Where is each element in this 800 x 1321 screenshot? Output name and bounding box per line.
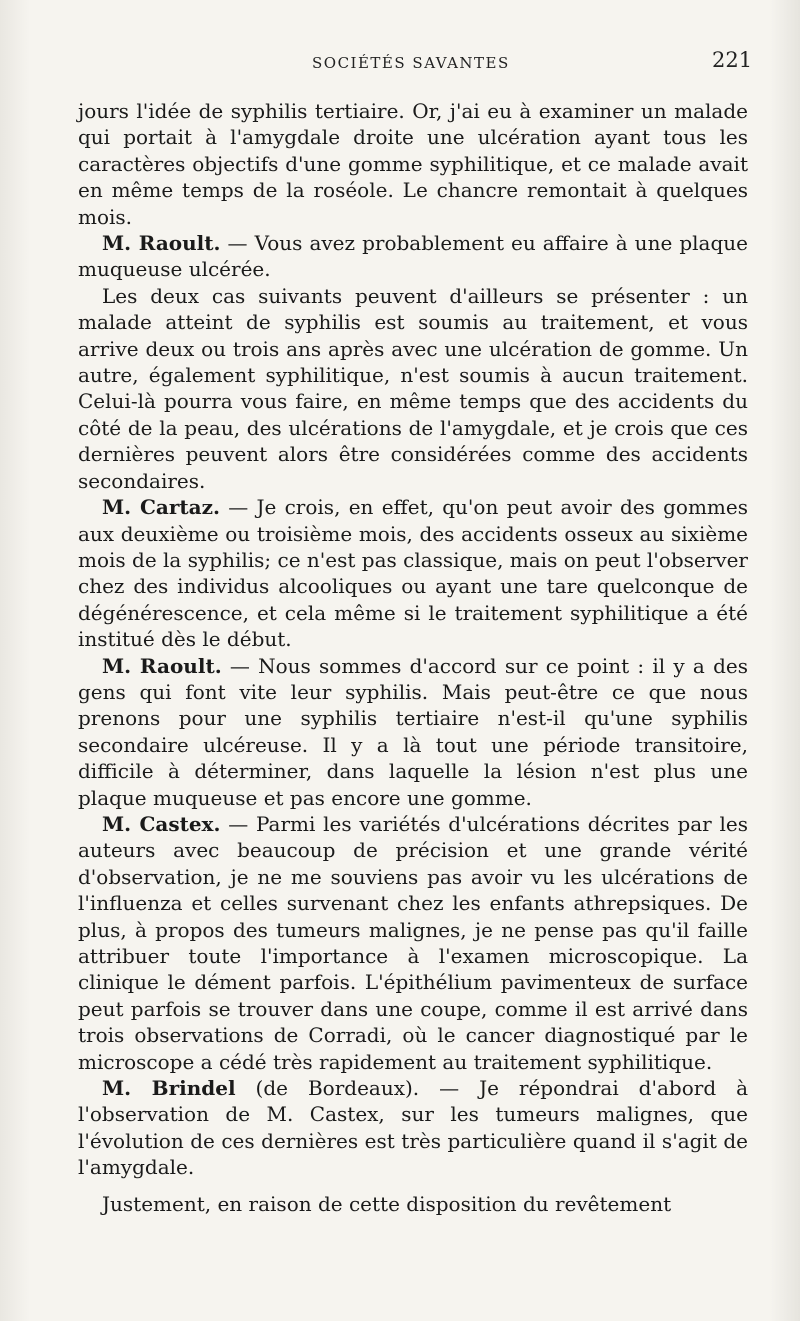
paragraph-6 <box>78 811 748 1075</box>
page-number: 221 <box>712 48 753 72</box>
paragraph-2 <box>78 230 748 283</box>
speaker-name: M. Cartaz. <box>102 495 220 520</box>
paragraph-7-text: (de Bordeaux). — Je répondrai d'abord à l'observation de M. Castex, sur les tumeurs malignes, que l'évolution de ces dernières est très particulière quand il s'agit de l'amygdale. <box>78 1076 749 1180</box>
paragraph-5 <box>78 653 748 811</box>
speaker-name: M. Raoult. <box>102 653 222 678</box>
speaker-name: M. Castex. <box>102 811 221 836</box>
body-text <box>78 98 748 1217</box>
paragraph-1 <box>78 98 748 230</box>
paragraph-3 <box>78 283 748 494</box>
paragraph-2-text: — Vous avez probablement eu affaire à une plaque muqueuse ulcérée. <box>78 231 748 282</box>
running-head <box>0 48 800 78</box>
paragraph-8-text: Justement, en raison de cette disposition du revêtement <box>102 1191 672 1216</box>
paragraph-8 <box>78 1191 748 1217</box>
speaker-name: M. Brindel <box>102 1076 236 1101</box>
paragraph-7 <box>78 1075 748 1181</box>
paragraph-5-text: — Nous sommes d'accord sur ce point : il y a des gens qui font vite leur syphilis. Mais peut-être ce que nous prenons pour une syphilis tertiaire n'est-il qu'une syphilis secondaire ulcéreuse. Il y a là tout une période transitoire, difficile à déterminer, dans laquelle la lésion n'est plus une plaque muqueuse et pas encore une gomme. <box>78 653 748 810</box>
speaker-name: M. Raoult. <box>102 231 221 256</box>
paragraph-3-text: Les deux cas suivants peuvent d'ailleurs se présenter : un malade atteint de syphilis est soumis au traitement, et vous arrive deux ou trois ans après avec une ulcération de gomme. Un autre, également syphilitique, n'est soumis à aucun traitement. Celui-là pourra vous faire, en même temps que des accidents du côté de la peau, des ulcérations de l'amygdale, et je crois que ces dernières peuvent alors être considérées comme des accidents secondaires. <box>78 283 748 493</box>
paragraph-4 <box>78 494 748 652</box>
running-title: SOCIÉTÉS SAVANTES <box>312 54 510 72</box>
paragraph-4-text: — Je crois, en effet, qu'on peut avoir des gommes aux deuxième ou troisième mois, des accidents osseux au sixième mois de la syphilis; ce n'est pas classique, mais on peut l'observer chez des individus alcooliques ou ayant une tare quelconque de dégénérescence, et cela même si le traitement syphilitique a été institué dès le début. <box>78 495 748 652</box>
paragraph-6-text: — Parmi les variétés d'ulcérations décrites par les auteurs avec beaucoup de précision et une grande vérité d'observation, je ne me souviens pas avoir vu les ulcérations de l'influenza et celles survenant chez les enfants athrepsiques. De plus, à propos des tumeurs malignes, je ne pense pas qu'il faille attribuer toute l'importance à l'examen microscopique. La clinique le dément parfois. L'épithélium pavimenteux de surface peut parfois se trouver dans une coupe, comme il est arrivé dans trois observations de Corradi, où le cancer diagnostiqué par le microscope a cédé très rapidement au traitement syphilitique. <box>78 811 748 1074</box>
paragraph-1-text: jours l'idée de syphilis tertiaire. Or, j'ai eu à examiner un malade qui portait à l'amygdale droite une ulcération ayant tous les caractères objectifs d'une gomme syphilitique, et ce malade avait en même temps de la roséole. Le chancre remontait à quelques mois. <box>78 99 748 229</box>
